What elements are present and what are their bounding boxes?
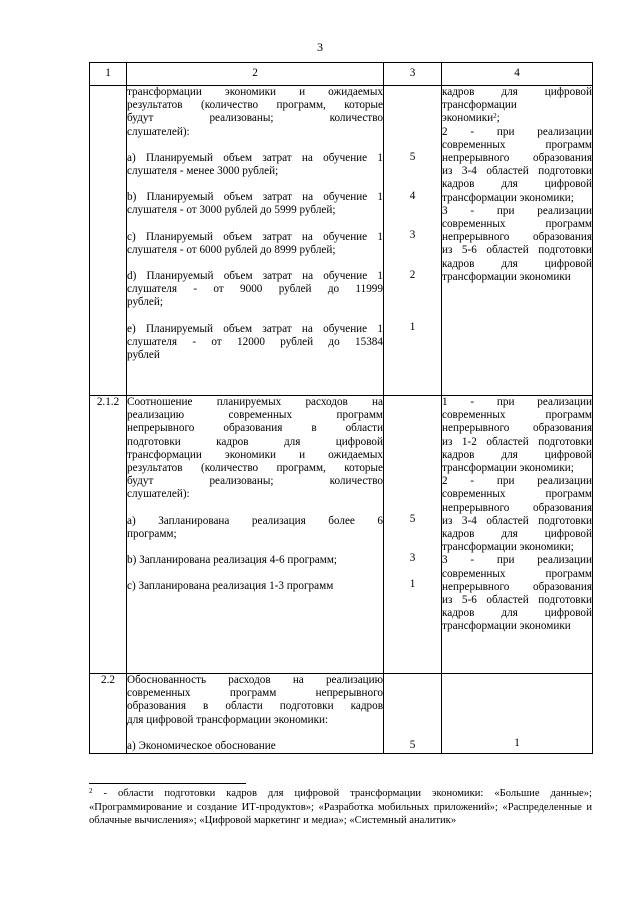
criterion-intro-line: образования в области подготовки кадров — [127, 700, 383, 713]
explanation-line: экономики$^2$; — [442, 112, 500, 125]
explanation-line: современных программ — [442, 138, 592, 151]
explanation-line: кадров для цифровой — [442, 178, 592, 191]
criterion-intro-line: Соотношение планируемых расходов на — [127, 396, 383, 408]
criterion-option-line: b) Планируемый объем затрат на обучение 1 — [127, 191, 383, 204]
spacer — [384, 396, 441, 409]
spacer — [384, 203, 441, 216]
score-value: 5 — [409, 513, 416, 525]
score-value: 5 — [409, 739, 416, 751]
criterion-option-line: слушателя - от 3000 рублей до 5999 рублей; — [127, 204, 336, 217]
criterion-option-line: а) Запланирована реализация более 6 — [127, 514, 383, 527]
explanation-line: современных программ — [442, 218, 592, 231]
criterion-intro-line: будут реализованы; количество — [127, 475, 383, 488]
footnote — [89, 787, 592, 828]
explanation-line: трансформации экономики — [442, 270, 571, 283]
spacer — [127, 541, 383, 554]
criterion-option-line: слушателя - менее 3000 рублей; — [127, 165, 279, 178]
criterion-intro-line: современных программ непрерывного — [127, 687, 383, 700]
criterion-intro-line: слушателей): — [127, 125, 190, 138]
spacer — [384, 474, 441, 487]
criterion-intro-line: трансформации экономики и ожидаемых — [127, 86, 383, 98]
row-number: 2.1.2 — [90, 396, 127, 674]
score-value: 1 — [409, 320, 416, 333]
explanation-line: из 1-2 областей подготовки — [442, 435, 592, 448]
table-row — [90, 674, 593, 754]
explanation-line: 3 - при реализации — [442, 554, 592, 567]
criterion-option-line: а) Планируемый объем затрат на обучение 1 — [127, 151, 383, 164]
explanation-line: 2 - при реализации — [442, 475, 592, 488]
criterion-option-line: программ; — [127, 527, 177, 540]
spacer — [384, 435, 441, 448]
criterion-option-line: рублей — [127, 349, 160, 362]
spacer — [384, 422, 441, 435]
criterion-option-line: рублей; — [127, 296, 163, 309]
explanation-line: из 5-6 областей подготовки — [442, 244, 592, 257]
explanation-line: из 3-4 областей подготовки — [442, 514, 592, 527]
explanation-line: 3 - при реализации — [442, 204, 592, 217]
spacer — [384, 125, 441, 138]
explanation-cell — [442, 396, 593, 674]
spacer — [384, 500, 441, 513]
explanation-line: трансформации экономики; — [442, 541, 574, 554]
spacer — [127, 727, 383, 740]
explanation-line: кадров для цифровой — [442, 257, 592, 270]
spacer — [384, 256, 441, 269]
row-number: 2.2 — [90, 674, 127, 754]
score-value: 4 — [409, 190, 416, 203]
score-value: 2 — [409, 268, 416, 281]
punctuation: ; — [496, 112, 500, 125]
criteria-table — [89, 62, 593, 754]
spacer — [384, 409, 441, 422]
footnote-reference: 2 — [493, 112, 497, 121]
column-header: 4 — [442, 63, 593, 86]
explanation-line: непрерывного образования — [442, 231, 592, 244]
spacer — [384, 726, 441, 739]
criterion-option-line: а) Экономическое обоснование — [127, 739, 276, 752]
table-row — [90, 396, 593, 674]
criterion-option-line: d) Планируемый объем затрат на обучение 1 — [127, 270, 383, 283]
criterion-option-line: слушателя - от 12000 рублей до 15384 — [127, 335, 383, 348]
explanation-line: непрерывного образования — [442, 152, 592, 165]
criterion-intro-line: реализацию современных программ — [127, 409, 383, 422]
spacer — [127, 139, 383, 152]
criterion-intro-line: будут реализованы; количество — [127, 112, 383, 125]
score-value: 5 — [409, 151, 416, 163]
explanation-line: трансформации экономики — [442, 620, 571, 633]
spacer — [127, 178, 383, 191]
explanation-line: кадров для цифровой — [442, 607, 592, 620]
row-number — [90, 86, 127, 396]
spacer — [384, 461, 441, 474]
explanation-line: трансформации экономики; — [442, 462, 574, 475]
spacer — [384, 295, 441, 308]
criterion-intro-line: Обоснованность расходов на реализацию — [127, 674, 383, 686]
spacer — [384, 674, 441, 687]
explanation-cell — [442, 674, 593, 754]
spacer — [127, 567, 383, 580]
criterion-option-line: e) Планируемый объем затрат на обучение 1 — [127, 322, 383, 335]
explanation-line: современных программ — [442, 488, 592, 501]
spacer — [384, 112, 441, 125]
table-header-row — [90, 63, 593, 86]
spacer — [384, 216, 441, 229]
criterion-option-line: слушателя - от 9000 рублей до 11999 — [127, 283, 383, 296]
explanation-value: 1 — [514, 736, 520, 749]
spacer — [384, 99, 441, 112]
spacer — [384, 138, 441, 151]
spacer — [384, 713, 441, 726]
column-header: 1 — [90, 63, 127, 86]
score-cell — [384, 86, 442, 396]
spacer — [384, 177, 441, 190]
spacer — [384, 243, 441, 256]
explanation-line: современных программ — [442, 409, 592, 422]
spacer — [384, 539, 441, 552]
explanation-line: из 3-4 областей подготовки — [442, 165, 592, 178]
spacer — [384, 334, 441, 347]
column-header: 2 — [127, 63, 384, 86]
spacer — [127, 310, 383, 323]
score-value: 1 — [409, 578, 416, 591]
explanation-line: из 5-6 областей подготовки — [442, 594, 592, 607]
explanation-line: 1 - при реализации — [442, 396, 592, 408]
spacer — [384, 86, 441, 99]
page-number: 3 — [317, 40, 323, 54]
criterion-intro-line: подготовки кадров для цифровой — [127, 435, 383, 448]
spacer — [384, 448, 441, 461]
spacer — [384, 700, 441, 713]
spacer — [384, 526, 441, 539]
criterion-cell — [127, 396, 384, 674]
criterion-cell — [127, 86, 384, 396]
criterion-intro-line: трансформации экономики и ожидаемых — [127, 448, 383, 461]
criterion-cell — [127, 674, 384, 754]
criterion-intro-line: слушателей): — [127, 488, 190, 501]
spacer — [384, 164, 441, 177]
criterion-intro-line: для цифровой трансформации экономики: — [127, 713, 329, 726]
explanation-line: кадров для цифровой — [442, 448, 592, 461]
explanation-line: кадров для цифровой — [442, 528, 592, 541]
explanation-line: непрерывного образования — [442, 422, 592, 435]
explanation-line: трансформации — [442, 99, 517, 112]
spacer — [384, 347, 441, 360]
criterion-intro-line: результатов (количество программ, которые — [127, 462, 383, 475]
explanation-line: кадров для цифровой — [442, 86, 592, 98]
score-cell — [384, 674, 442, 754]
explanation-line: современных программ — [442, 567, 592, 580]
criterion-intro-line: непрерывного образования в области — [127, 422, 383, 435]
explanation-cell — [442, 86, 593, 396]
column-header: 3 — [384, 63, 442, 86]
spacer — [384, 308, 441, 321]
spacer — [127, 218, 383, 231]
spacer — [127, 502, 383, 515]
explanation-line: трансформации экономики; — [442, 191, 574, 204]
criterion-option-line: c) Запланирована реализация 1-3 программ — [127, 580, 334, 593]
spacer — [384, 282, 441, 295]
spacer — [384, 487, 441, 500]
explanation-line: 2 - при реализации — [442, 125, 592, 138]
footnote-separator — [89, 783, 246, 784]
explanation-line: непрерывного образования — [442, 580, 592, 593]
criterion-option-line: c) Планируемый объем затрат на обучение 1 — [127, 230, 383, 243]
table-row — [90, 86, 593, 396]
criterion-option-line: слушателя - от 6000 рублей до 8999 рублей; — [127, 243, 336, 256]
score-value: 3 — [409, 552, 416, 565]
spacer — [127, 257, 383, 270]
spacer — [384, 565, 441, 578]
spacer — [384, 687, 441, 700]
score-cell — [384, 396, 442, 674]
explanation-line: непрерывного образования — [442, 501, 592, 514]
footnote-text: - области подготовки кадров для цифровой трансформации экономики: «Большие данные»; «Программирование и создание ИТ-продуктов»; «Разработка мобильных приложений»; «Распределенные и облачные вычисления»; «Цифровой маркетинг и медиа»; «Системный аналитик» — [89, 788, 592, 826]
score-value: 3 — [409, 229, 416, 242]
footnote-marker: 2 — [89, 787, 93, 795]
criterion-option-line: b) Запланирована реализация 4-6 программ; — [127, 554, 338, 567]
criterion-intro-line: результатов (количество программ, которые — [127, 99, 383, 112]
